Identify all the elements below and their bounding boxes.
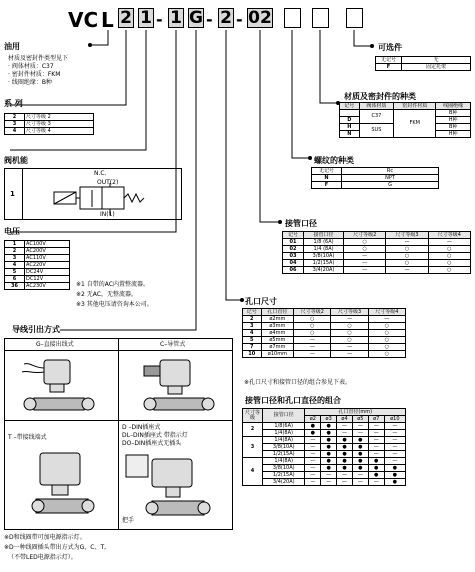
combo-mark: —: [305, 451, 321, 458]
material-coil: B种: [436, 124, 471, 131]
voltage-code: 6: [5, 276, 25, 283]
port-header: 尺寸等级2: [344, 232, 386, 239]
port-mark: ○: [344, 239, 386, 246]
port-size: 1/8 (6A): [304, 239, 344, 246]
combo-row: [243, 465, 406, 472]
valve-out: OUT(2): [97, 179, 119, 186]
series-code: 2: [5, 114, 25, 121]
option-table: [375, 56, 471, 71]
series-code: 3: [5, 121, 25, 128]
combo-port: 3/4(20A): [263, 479, 305, 486]
orifice-header: 孔口直径: [261, 309, 294, 316]
port-mark: ○: [344, 246, 386, 253]
combo-mark: ●: [337, 465, 353, 472]
model-box-orifice: 2: [218, 8, 234, 28]
combo-mark: —: [352, 430, 368, 437]
combo-mark: ●: [368, 472, 384, 479]
voltage-value: DC24V: [25, 269, 70, 276]
combo-sub-header: ø3: [321, 416, 337, 423]
combo-mark: ●: [352, 458, 368, 465]
series-label: 尺寸等级 4: [25, 128, 94, 135]
voltage-value: AC100V: [25, 241, 70, 248]
material-body: SUS: [359, 124, 394, 138]
port-header: 记号: [283, 232, 304, 239]
series-title: 系 列: [4, 99, 23, 108]
combo-sub-header: ø7: [368, 416, 384, 423]
voltage-code: 2: [5, 248, 25, 255]
orifice-mark: —: [368, 316, 405, 323]
wiring-do-label: DO–DIN插座式无插头: [122, 440, 182, 447]
material-title: 材质及密封件的种类: [344, 92, 416, 101]
oil-line-3: · 密封件材质：FKM: [8, 71, 61, 78]
wiring-note-2: ※D一种线圈插头带出方式为G、C、T,: [4, 544, 107, 551]
port-size: 3/8(10A): [304, 253, 344, 260]
option-label: 固定托架: [402, 64, 471, 71]
voltage-code: 5: [5, 269, 25, 276]
combo-mark: ●: [321, 437, 337, 444]
model-box-port: 02: [248, 8, 272, 28]
orifice-mark: —: [294, 344, 331, 351]
combo-port: 1/8(6A): [263, 423, 305, 430]
orifice-size: ø7mm: [261, 344, 294, 351]
orifice-mark: ○: [368, 330, 405, 337]
combo-header: 尺寸等级: [243, 409, 263, 423]
combo-mark: —: [337, 479, 353, 486]
material-header: 线圈绝缘: [436, 103, 471, 110]
thread-code: F: [312, 182, 342, 189]
combo-mark: —: [305, 444, 321, 451]
valve-c-image-icon: [140, 354, 220, 418]
combo-mark: ●: [321, 423, 337, 430]
port-size: 1/2(15A): [304, 260, 344, 267]
combo-port: 1/2(15A): [263, 451, 305, 458]
combo-mark: —: [305, 479, 321, 486]
combo-mark: ●: [368, 465, 384, 472]
option-header: 无: [402, 57, 471, 64]
combo-mark: —: [368, 437, 384, 444]
thread-table: [311, 167, 439, 189]
combo-size: 3: [243, 437, 263, 458]
combo-mark: ●: [305, 430, 321, 437]
combo-sub-header: ø4: [337, 416, 353, 423]
orifice-code: 7: [243, 344, 262, 351]
material-seal: FKM: [394, 110, 436, 138]
combo-port: 1/4(8A): [263, 437, 305, 444]
material-code: N: [340, 131, 360, 138]
series-label: 尺寸等级 3: [25, 121, 94, 128]
port-size: 1/4 (8A): [304, 246, 344, 253]
orifice-code: 10: [243, 351, 262, 358]
port-code: 03: [283, 253, 304, 260]
valve-title: 阀机能: [4, 156, 28, 165]
voltage-code: 36: [5, 283, 25, 290]
valve-code: 1: [10, 190, 15, 198]
combo-mark: ●: [384, 472, 405, 479]
voltage-value: AC200V: [25, 248, 70, 255]
voltage-value: AC110V: [25, 255, 70, 262]
combo-row: [243, 423, 406, 430]
valve-in: IN(1): [100, 211, 115, 218]
combo-mark: —: [368, 444, 384, 451]
wiring-d-label: D –DIN插座式: [122, 424, 161, 431]
port-mark: —: [344, 267, 386, 274]
model-box-valve: 1: [138, 8, 154, 28]
material-table: [339, 102, 471, 138]
orifice-mark: —: [331, 316, 368, 323]
orifice-header: 尺寸等级3: [331, 309, 368, 316]
combo-row: [243, 437, 406, 444]
orifice-mark: ○: [294, 330, 331, 337]
series-label: 尺寸等级 2: [25, 114, 94, 121]
combo-row: [243, 451, 406, 458]
port-mark: ○: [428, 260, 470, 267]
port-title: 接管口径: [285, 219, 317, 228]
oil-line-4: · 线圈绝缘：B种: [8, 79, 52, 86]
combo-mark: —: [321, 472, 337, 479]
port-mark: ○: [428, 246, 470, 253]
wiring-note-3: （不带LED电源指示灯）。: [8, 554, 77, 561]
combo-mark: ●: [337, 444, 353, 451]
orifice-code: 4: [243, 330, 262, 337]
valve-g-image-icon: [20, 354, 100, 418]
model-dash: -: [156, 10, 163, 29]
combo-mark: —: [337, 423, 353, 430]
combo-mark: —: [305, 458, 321, 465]
option-code: F: [376, 64, 402, 71]
combo-table: [242, 408, 406, 486]
wiring-note-1: ※D和线圈带可加电源指示灯。: [4, 534, 86, 541]
material-header: 阀体材质: [359, 103, 394, 110]
combo-mark: ●: [321, 451, 337, 458]
combo-mark: —: [352, 472, 368, 479]
valve-nc: N.C.: [94, 170, 107, 177]
model-dash: -: [236, 10, 243, 29]
port-mark: —: [386, 239, 428, 246]
port-code: 01: [283, 239, 304, 246]
orifice-mark: ○: [294, 323, 331, 330]
combo-mark: ●: [305, 423, 321, 430]
orifice-size: ø2mm: [261, 316, 294, 323]
orifice-code: 3: [243, 323, 262, 330]
wiring-dl-label: DL–DIN插座式 带指示灯: [122, 432, 188, 439]
combo-mark: ●: [321, 458, 337, 465]
combo-mark: —: [368, 479, 384, 486]
combo-mark: ●: [352, 444, 368, 451]
voltage-table: [4, 240, 70, 290]
thread-code: N: [312, 175, 342, 182]
material-code: D: [340, 117, 360, 124]
thread-title: 螺纹的种类: [314, 156, 354, 165]
voltage-note-2: ※2 无AC，无整流器。: [76, 291, 137, 298]
port-mark: —: [344, 253, 386, 260]
combo-mark: ●: [337, 437, 353, 444]
combo-title: 接管口径和孔口直径的组合: [245, 396, 341, 405]
wiring-title: 导线引出方式: [12, 325, 60, 334]
model-dash: -: [206, 10, 213, 29]
combo-mark: —: [337, 430, 353, 437]
combo-mark: ●: [337, 458, 353, 465]
combo-sub-header: ø10: [384, 416, 405, 423]
combo-port: 1/4(8A): [263, 458, 305, 465]
material-coil: H种: [436, 117, 471, 124]
combo-mark: —: [368, 423, 384, 430]
orifice-mark: —: [294, 351, 331, 358]
combo-row: [243, 472, 406, 479]
material-coil: H种: [436, 131, 471, 138]
combo-mark: —: [321, 479, 337, 486]
thread-code: 无记号: [312, 168, 342, 175]
combo-mark: ●: [321, 430, 337, 437]
material-code: H: [340, 124, 360, 131]
orifice-mark: ○: [331, 330, 368, 337]
orifice-code: 2: [243, 316, 262, 323]
thread-type: G: [342, 182, 439, 189]
orifice-table: [242, 308, 406, 358]
combo-mark: —: [305, 472, 321, 479]
orifice-mark: —: [331, 344, 368, 351]
combo-port: 1/2(15A): [263, 472, 305, 479]
series-table: [4, 113, 94, 135]
orifice-mark: —: [294, 337, 331, 344]
combo-mark: —: [305, 437, 321, 444]
material-coil: B种: [436, 110, 471, 117]
combo-size: 2: [243, 423, 263, 437]
port-code: 02: [283, 246, 304, 253]
combo-header: 接管口径: [263, 409, 305, 423]
combo-mark: ●: [352, 437, 368, 444]
material-header: 记号: [340, 103, 360, 110]
orifice-size: ø5mm: [261, 337, 294, 344]
valve-symbol-icon: [50, 183, 150, 217]
voltage-code: 3: [5, 255, 25, 262]
orifice-header: 尺寸等级2: [294, 309, 331, 316]
port-table: [282, 231, 471, 274]
voltage-value: AC230V: [25, 283, 70, 290]
combo-mark: —: [384, 458, 405, 465]
combo-mark: ●: [352, 465, 368, 472]
port-header: 尺寸等级3: [386, 232, 428, 239]
combo-mark: —: [305, 465, 321, 472]
combo-sub-header: ø5: [352, 416, 368, 423]
combo-port: 1/4(8A): [263, 430, 305, 437]
port-header: 接管口径: [304, 232, 344, 239]
orifice-mark: ○: [331, 337, 368, 344]
valve-d-image-icon: [122, 449, 222, 525]
oil-title: 油用: [4, 42, 20, 51]
combo-row: [243, 479, 406, 486]
combo-mark: —: [384, 444, 405, 451]
voltage-code: 1: [5, 241, 25, 248]
wiring-g-label: G–直接出线式: [36, 341, 74, 348]
combo-row: [243, 444, 406, 451]
orifice-title: 孔口尺寸: [245, 297, 277, 306]
model-box-series: 2: [118, 8, 134, 28]
orifice-mark: ○: [368, 351, 405, 358]
wiring-t-label: T –带接线端式: [8, 434, 47, 441]
thread-type: NPT: [342, 175, 439, 182]
combo-size: 4: [243, 458, 263, 486]
option-title: 可选件: [378, 43, 402, 52]
port-size: 3/4(20A): [304, 267, 344, 274]
combo-mark: —: [384, 430, 405, 437]
port-code: 04: [283, 260, 304, 267]
orifice-header: 尺寸等级4: [368, 309, 405, 316]
model-box-voltage: 1: [168, 8, 184, 28]
combo-mark: ●: [337, 451, 353, 458]
orifice-code: 5: [243, 337, 262, 344]
combo-mark: —: [352, 479, 368, 486]
port-code: 06: [283, 267, 304, 274]
port-mark: ○: [386, 260, 428, 267]
oil-line-1: 材质及密封件类型见下: [8, 55, 69, 62]
port-mark: ○: [428, 253, 470, 260]
combo-row: [243, 458, 406, 465]
voltage-title: 电压: [4, 227, 20, 236]
port-mark: ○: [386, 246, 428, 253]
voltage-note-1: ※1 自带的AC内置整流器。: [76, 281, 149, 288]
voltage-value: DC12V: [25, 276, 70, 283]
wiring-c-label: C–导管式: [160, 341, 186, 348]
combo-mark: —: [337, 472, 353, 479]
port-mark: —: [428, 239, 470, 246]
combo-mark: —: [368, 451, 384, 458]
orifice-size: ø4mm: [261, 330, 294, 337]
combo-header: 孔口直径(mm): [305, 409, 406, 416]
series-code: 4: [5, 128, 25, 135]
orifice-mark: ○: [368, 344, 405, 351]
orifice-mark: ○: [331, 323, 368, 330]
combo-port: 3/8(10A): [263, 465, 305, 472]
port-mark: ○: [428, 267, 470, 274]
valve-t-image-icon: [30, 447, 100, 523]
combo-mark: ●: [384, 479, 405, 486]
handle-label: 把手: [122, 517, 135, 524]
orifice-header: 记号: [243, 309, 262, 316]
orifice-mark: ○: [368, 323, 405, 330]
combo-sub-header: ø2: [305, 416, 321, 423]
orifice-note: ※孔口尺寸和接管口径的组合参见下表。: [244, 379, 352, 386]
combo-row: [243, 430, 406, 437]
orifice-mark: ○: [368, 337, 405, 344]
model-code-l: L: [101, 8, 114, 32]
port-mark: —: [344, 260, 386, 267]
voltage-note-3: ※3 其他电压请咨询本公司。: [76, 301, 153, 308]
port-mark: —: [386, 267, 428, 274]
port-header: 尺寸等级4: [428, 232, 470, 239]
combo-mark: —: [352, 423, 368, 430]
combo-port: 3/8(10A): [263, 444, 305, 451]
model-box-wiring: G: [189, 8, 203, 28]
voltage-value: AC220V: [25, 262, 70, 269]
orifice-mark: —: [331, 351, 368, 358]
combo-mark: —: [384, 451, 405, 458]
combo-mark: ●: [321, 444, 337, 451]
combo-mark: ●: [321, 465, 337, 472]
combo-mark: ●: [368, 458, 384, 465]
material-header: 密封件材质: [394, 103, 436, 110]
orifice-size: ø10mm: [261, 351, 294, 358]
thread-type: Rc: [342, 168, 439, 175]
combo-mark: —: [384, 437, 405, 444]
combo-mark: ●: [352, 451, 368, 458]
model-prefix: VC: [68, 8, 99, 32]
material-code: [340, 110, 360, 117]
material-body: C37: [359, 110, 394, 124]
combo-mark: —: [368, 430, 384, 437]
orifice-size: ø3mm: [261, 323, 294, 330]
combo-mark: ●: [384, 465, 405, 472]
oil-line-2: · 阀体材质：C37: [8, 63, 54, 70]
port-mark: ○: [386, 253, 428, 260]
voltage-code: 4: [5, 262, 25, 269]
option-header: 无记号: [376, 57, 402, 64]
orifice-mark: ○: [294, 316, 331, 323]
combo-mark: —: [384, 423, 405, 430]
